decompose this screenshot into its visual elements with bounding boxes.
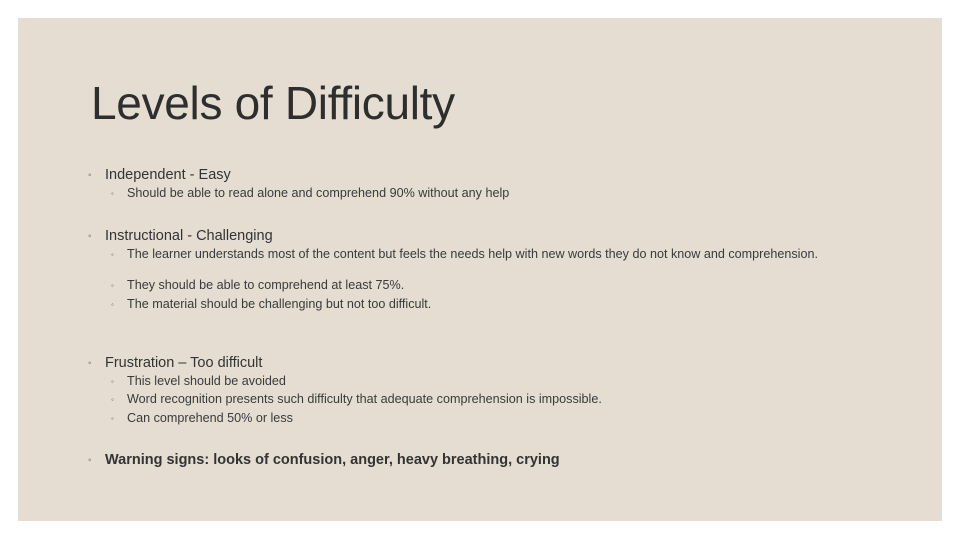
bullet-marker: ◦ (88, 358, 92, 369)
bullet-heading: Warning signs: looks of confusion, anger, heavy breathing, crying (105, 452, 560, 468)
slide-title: Levels of Difficulty (91, 77, 455, 129)
sub-bullet-marker: ◦ (111, 281, 114, 290)
slide (18, 18, 942, 521)
sub-bullet (111, 375, 831, 389)
sub-bullet-marker: ◦ (111, 414, 114, 423)
bullet-marker: ◦ (88, 231, 92, 242)
bullet-heading: Independent - Easy (105, 167, 231, 183)
sub-bullet (111, 298, 831, 312)
sub-bullet-text: The learner understands most of the content but feels the needs help with new words they do not know and comprehension. (127, 247, 818, 261)
sub-bullet-text: They should be able to comprehend at least 75%. (127, 278, 405, 292)
bullet-marker: ◦ (88, 455, 92, 466)
bullet-independent (88, 166, 231, 185)
bullet-heading: Frustration – Too difficult (105, 355, 263, 371)
sub-bullet (111, 187, 831, 201)
sub-bullet-text: This level should be avoided (127, 374, 286, 388)
bullet-warning-signs (88, 451, 560, 470)
sub-bullet-marker: ◦ (111, 395, 114, 404)
sub-bullet-marker: ◦ (111, 250, 114, 259)
sub-bullet (111, 279, 831, 293)
sub-bullet-text: The material should be challenging but not too difficult. (127, 297, 432, 311)
sub-bullet-text: Can comprehend 50% or less (127, 411, 293, 425)
bullet-instructional (88, 227, 273, 246)
sub-bullet-marker: ◦ (111, 300, 114, 309)
bullet-marker: ◦ (88, 170, 92, 181)
sub-bullet-text: Should be able to read alone and comprehend 90% without any help (127, 186, 510, 200)
sub-bullet-marker: ◦ (111, 377, 114, 386)
bullet-frustration (88, 354, 262, 373)
sub-bullet (111, 412, 831, 426)
sub-bullet (111, 393, 831, 407)
bullet-heading: Instructional - Challenging (105, 228, 273, 244)
sub-bullet-marker: ◦ (111, 189, 114, 198)
sub-bullet (111, 248, 831, 262)
sub-bullet-text: Word recognition presents such difficulty that adequate comprehension is impossible. (127, 392, 602, 406)
